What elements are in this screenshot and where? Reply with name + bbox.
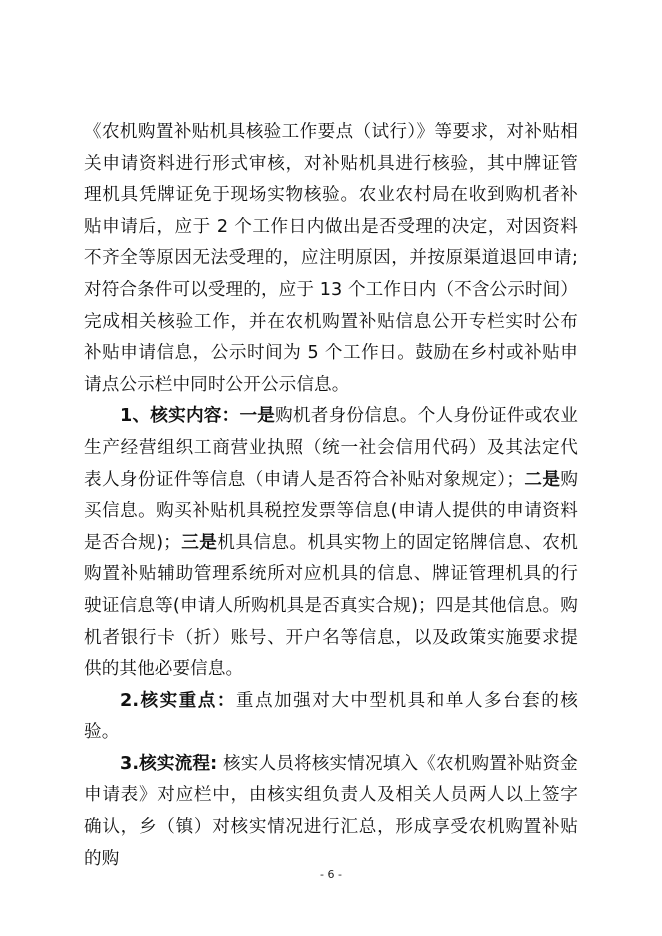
page-number: - 6 -: [320, 868, 342, 881]
verification-process-heading: 3.核实流程:: [120, 753, 218, 774]
paragraph-verification-content: [84, 401, 578, 685]
item-one-lead: 一是: [239, 406, 276, 427]
item-two-lead: 二是: [524, 469, 561, 490]
item-three-lead: 三是: [180, 532, 218, 553]
verification-focus-heading: 2.核实重点：: [120, 690, 236, 711]
paragraph-verification-process: [84, 749, 578, 875]
item-one-text: 购机者身份信息。个人身份证件或农业生产经营组织工商营业执照（统一社会信用代码）及其法定代表人身份证件等信息（申请人是否符合补贴对象规定）；: [84, 406, 578, 490]
verification-focus-text: 重点加强对大中型机具和单人多台套的核验。: [84, 690, 578, 743]
item-two-text: 购买信息。购买补贴机具税控发票等信息(申请人提供的申请资料是否合规)；: [84, 469, 579, 553]
item-three-text: 机具信息。机具实物上的固定铭牌信息、农机购置补贴辅助管理系统所对应机具的信息、牌证管理机具的行驶证信息等(申请人所购机具是否真实合规)；四是其他信息。购机者银行卡（折）账号、开户名等信息，以及政策实施要求提供的其他必要信息。: [84, 532, 579, 680]
body-text: [84, 117, 578, 875]
verification-content-heading: 1、核实内容：: [120, 406, 240, 427]
paragraph-review-requirements: [84, 117, 578, 401]
verification-process-text: 核实人员将核实情况填入《农机购置补贴资金申请表》对应栏中，由核实组负责人及相关人员两人以上签字确认，乡（镇）对核实情况进行汇总，形成享受农机购置补贴的购: [84, 753, 578, 869]
paragraph-verification-focus: [84, 686, 578, 749]
paragraph-review-requirements-text: 《农机购置补贴机具核验工作要点（试行）》等要求，对补贴相关申请资料进行形式审核，对补贴机具进行核验，其中牌证管理机具凭牌证免于现场实物核验。农业农村局在收到购机者补贴申请后，应于 2 个工作日内做出是否受理的决定，对因资料不齐全等原因无法受理的，应注明原因，并按原渠道退回申请; 对符合条件可以受理的，应于 13 个工作日内（不含公示时间）完成相关核验工作，并在农机购置补贴信息公开专栏实时公布补贴申请信息，公示时间为 5 个工作日。鼓励在乡村或补贴申请点公示栏中同时公开公示信息。: [84, 122, 579, 395]
